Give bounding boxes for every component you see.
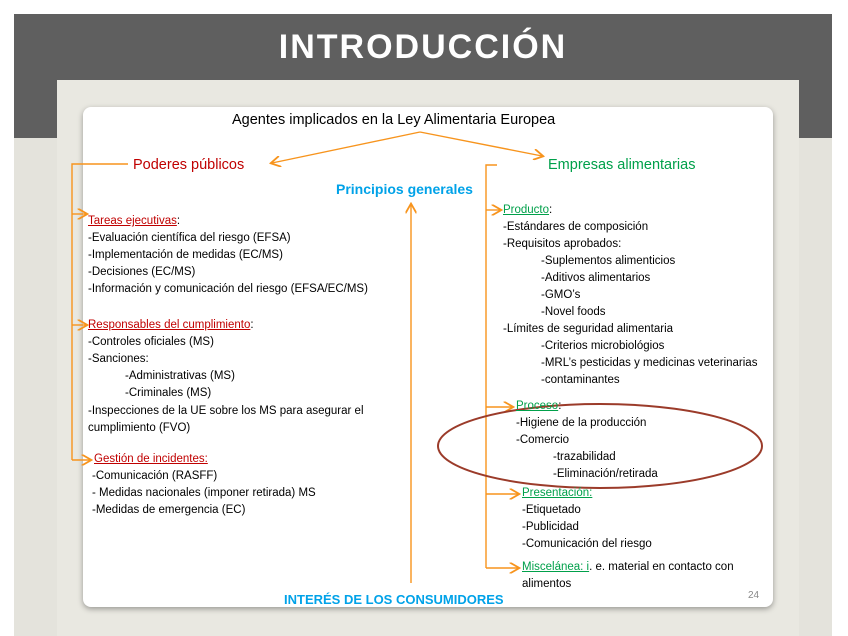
producto-item: -Criterios microbiológios [541, 340, 665, 352]
page-number: 24 [748, 590, 760, 601]
arrow-to-poderes [272, 132, 420, 163]
gestion-item: -Medidas de emergencia (EC) [92, 504, 246, 516]
producto-item: -Límites de seguridad alimentaria [503, 323, 674, 335]
producto-item: -Suplementos alimenticios [541, 255, 676, 267]
interes-consumidores-label: INTERÉS DE LOS CONSUMIDORES [284, 592, 504, 607]
gestion-item: - Medidas nacionales (imponer retirada) MS [92, 487, 316, 499]
principios-generales-label: Principios generales [336, 181, 473, 197]
responsables-item: -Inspecciones de la UE sobre los MS para asegurar el [88, 405, 364, 417]
gestion-item: -Comunicación (RASFF) [92, 470, 218, 482]
proceso-item: -Higiene de la producción [516, 417, 647, 429]
tareas-heading: Tareas ejecutivas: [88, 215, 181, 227]
proceso-item: -Comercio [516, 434, 570, 446]
proceso-item: -Eliminación/retirada [553, 468, 658, 480]
producto-item: -MRL’s pesticidas y medicinas veterinarias [541, 357, 758, 369]
presentacion-item: -Publicidad [522, 521, 579, 533]
right-bracket-line [486, 165, 497, 568]
poderes-publicos-label: Poderes públicos [133, 157, 245, 173]
producto-item: -Aditivos alimentarios [541, 272, 651, 284]
responsables-item: -Sanciones: [88, 353, 149, 365]
producto-item: -Requisitos aprobados: [503, 238, 622, 250]
tareas-item: -Decisiones (EC/MS) [88, 266, 196, 278]
tareas-item: -Evaluación científica del riesgo (EFSA) [88, 232, 291, 244]
responsables-item: cumplimiento (FVO) [88, 422, 191, 434]
gestion-heading: Gestión de incidentes: [94, 453, 208, 465]
empresas-alimentarias-label: Empresas alimentarias [548, 157, 696, 173]
diagram-title: Agentes implicados en la Ley Alimentaria Europea [232, 112, 556, 128]
responsables-item: -Criminales (MS) [125, 387, 212, 399]
proceso-heading: Proceso: [516, 400, 562, 412]
producto-item: -contaminantes [541, 374, 620, 386]
responsables-item: -Administrativas (MS) [125, 370, 235, 382]
miscelanea-line-2: alimentos [522, 578, 572, 590]
slide-title: INTRODUCCIÓN [278, 28, 568, 66]
producto-item: -Novel foods [541, 306, 606, 318]
responsables-heading: Responsables del cumplimiento: [88, 319, 254, 331]
presentacion-item: -Comunicación del riesgo [522, 538, 652, 550]
presentacion-heading: Presentación: [522, 487, 593, 499]
responsables-item: -Controles oficiales (MS) [88, 336, 214, 348]
producto-item: -Estándares de composición [503, 221, 649, 233]
presentacion-item: -Etiquetado [522, 504, 581, 516]
tareas-item: -Información y comunicación del riesgo (EFSA/EC/MS) [88, 283, 368, 295]
miscelanea-line: Miscelánea: i. e. material en contacto con [522, 561, 734, 573]
arrow-to-empresas [420, 132, 542, 156]
producto-item: -GMO’s [541, 289, 581, 301]
proceso-item: -trazabilidad [553, 451, 616, 463]
producto-heading: Producto: [503, 204, 553, 216]
tareas-item: -Implementación de medidas (EC/MS) [88, 249, 283, 261]
